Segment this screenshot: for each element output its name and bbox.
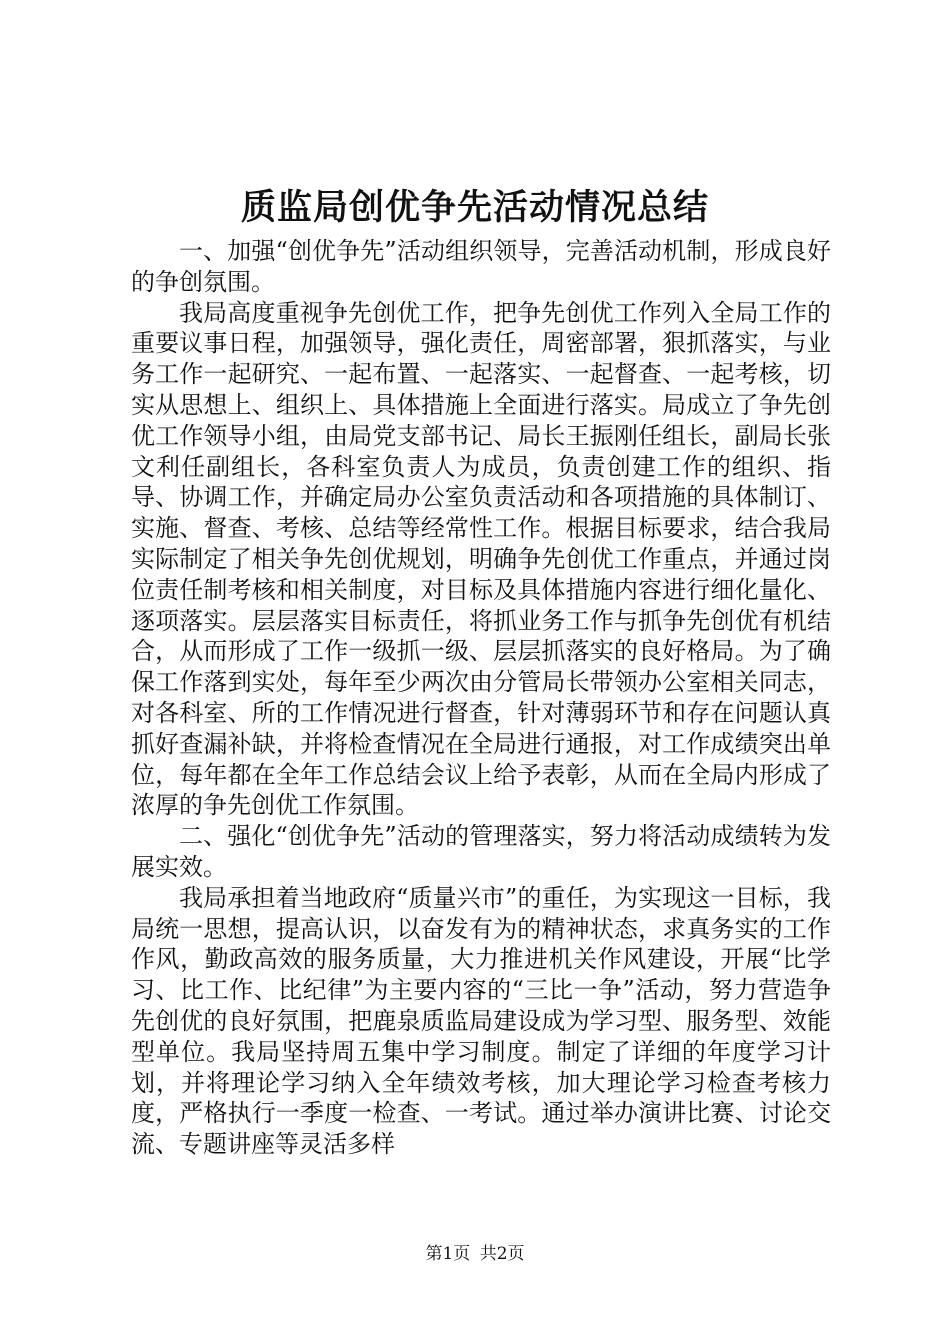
section-heading-1: 一、加强“创优争先”活动组织领导，完善活动机制，形成良好的争创氛围。 (131, 237, 831, 296)
body-paragraph-1: 我局高度重视争先创优工作，把争先创优工作列入全局工作的重要议事日程，加强领导，强化责任，周密部署，狠抓落实，与业务工作一起研究、一起布置、一起落实、一起督查、一起考核，切实从思想上、组织上、具体措施上全面进行落实。局成立了争先创优工作领导小组，由局党支部书记、局长王振刚任组长，副局长张文利任副组长，各科室负责人为成员，负责创建工作的组织、指导、协调工作，并确定局办公室负责活动和各项措施的具体制订、实施、督查、考核、总结等经常性工作。根据目标要求，结合我局实际制定了相关争先创优规划，明确争先创优工作重点，并通过岗位责任制考核和相关制度，对目标及具体措施内容进行细化量化、逐项落实。层层落实目标责任，将抓业务工作与抓争先创优有机结合，从而形成了工作一级抓一级、层层抓落实的良好格局。为了确保工作落到实处，每年至少两次由分管局长带领办公室相关同志，对各科室、所的工作情况进行督查，针对薄弱环节和存在问题认真抓好查漏补缺，并将检查情况在全局进行通报，对工作成绩突出单位，每年都在全年工作总结会议上给予表彰，从而在全局内形成了浓厚的争先创优工作氛围。 (131, 298, 831, 820)
document-body (131, 236, 831, 1160)
page-total: 共2页 (479, 1244, 525, 1264)
document-title: 质监局创优争先活动情况总结 (240, 187, 709, 228)
section-heading-2: 二、强化“创优争先”活动的管理落实，努力将活动成绩转为发展实效。 (131, 822, 831, 881)
page-footer (0, 1243, 950, 1265)
body-paragraph-2: 我局承担着当地政府“质量兴市”的重任，为实现这一目标，我局统一思想，提高认识，以奋发有为的精神状态，求真务实的工作作风，勤政高效的服务质量，大力推进机关作风建设，开展“比学习、比工作、比纪律”为主要内容的“三比一争”活动，努力营造争先创优的良好氛围，把鹿泉质监局建设成为学习型、服务型、效能型单位。我局坚持周五集中学习制度。制定了详细的年度学习计划，并将理论学习纳入全年绩效考核，加大理论学习检查考核力度，严格执行一季度一检查、一考试。通过举办演讲比赛、讨论交流、专题讲座等灵活多样 (131, 883, 831, 1159)
page-number: 第1页 (425, 1244, 471, 1264)
